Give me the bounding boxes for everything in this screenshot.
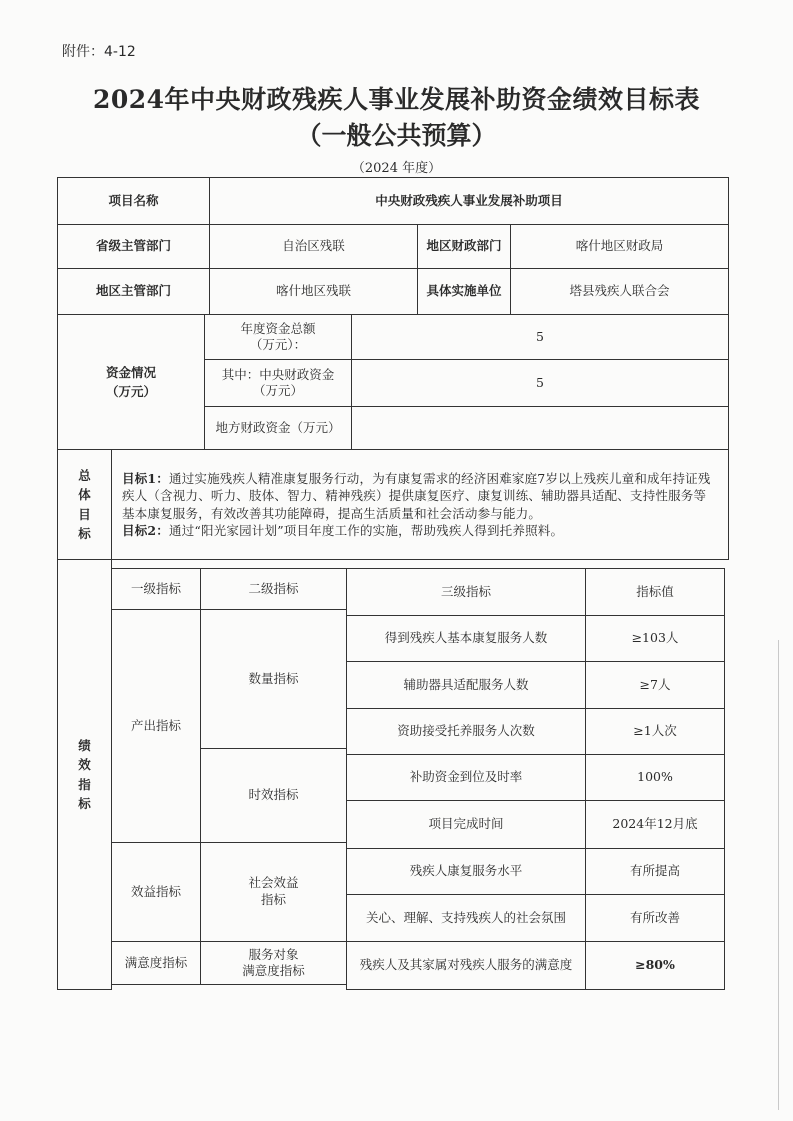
funds-central-label-line1: 其中：中央财政资金 — [221, 366, 335, 382]
funds-local-label: 地方财政资金（万元） — [204, 406, 352, 450]
indicator-value: 有所改善 — [585, 894, 725, 942]
project-name-label: 项目名称 — [57, 177, 210, 225]
fiscal-year: （2024 年度） — [351, 161, 442, 176]
funds-central-label-line2: （万元） — [252, 383, 303, 398]
goal-2 — [122, 522, 718, 539]
overall-goals-char: 目 — [78, 506, 91, 522]
funds-unit-text: （万元） — [105, 384, 156, 399]
satisfaction-sub-line1: 服务对象 — [248, 946, 299, 962]
funds-total-label-line2: （万元）： — [249, 337, 307, 352]
funds-local-value — [351, 406, 729, 450]
overall-goals-char: 体 — [78, 487, 91, 503]
goal-1-text: 通过实施残疾人精准康复服务行动，为有康复需求的经济困难家庭7岁以上残疾儿童和成年持证残疾人（含视力、听力、肢体、智力、精神残疾）提供康复医疗、康复训练、辅助器具适配、支持性服务等基本康复服务，有效改善其功能障碍，提高生活质量和社会活动参与能力。 — [122, 471, 711, 521]
level3-item: 项目完成时间 — [346, 800, 586, 849]
overall-goals-text — [111, 449, 729, 560]
indicator-value: 100% — [585, 754, 725, 801]
funds-total-value: 5 — [351, 314, 729, 360]
funds-total-label — [204, 314, 352, 360]
timeliness-indicator-label: 时效指标 — [200, 748, 347, 843]
goal-2-title: 目标2： — [122, 522, 169, 538]
satisfaction-sub-label — [200, 941, 347, 985]
quantity-indicator-label: 数量指标 — [200, 609, 347, 749]
provincial-dept-value: 自治区残联 — [209, 224, 418, 269]
overall-goals-char: 总 — [78, 467, 91, 483]
overall-goals-label — [57, 449, 112, 560]
funds-central-label — [204, 359, 352, 407]
overall-goals-char: 标 — [78, 525, 91, 541]
level3-item: 得到残疾人基本康复服务人数 — [346, 615, 586, 662]
header-level1: 一级指标 — [111, 568, 201, 610]
satisfaction-sub-line2: 满意度指标 — [242, 963, 305, 978]
satisfaction-indicator-label: 满意度指标 — [111, 941, 201, 985]
social-benefit-line2: 指标 — [260, 892, 286, 907]
level3-item: 补助资金到位及时率 — [346, 754, 586, 801]
prefecture-finance-value: 喀什地区财政局 — [510, 224, 729, 269]
performance-indicators-char: 标 — [78, 795, 91, 811]
performance-indicators-char: 效 — [78, 757, 91, 773]
project-name-value: 中央财政残疾人事业发展补助项目 — [209, 177, 729, 225]
goal-1 — [122, 470, 718, 522]
funds-total-label-line1: 年度资金总额 — [240, 320, 316, 336]
page-subtitle: （一般公共预算） — [296, 121, 497, 150]
funds-label — [57, 314, 205, 450]
prefecture-dept-value: 喀什地区残联 — [209, 268, 418, 315]
header-level2: 二级指标 — [200, 568, 347, 610]
scan-edge-line — [778, 640, 779, 1110]
output-indicator-label: 产出指标 — [111, 609, 201, 843]
goal-1-title: 目标1： — [122, 471, 169, 486]
performance-indicators-char: 指 — [78, 776, 91, 792]
performance-indicators-label — [57, 559, 112, 990]
level3-item: 残疾人及其家属对残疾人服务的满意度 — [346, 941, 586, 990]
indicator-value: ≥1人次 — [585, 708, 725, 755]
attachment-number: 附件：4-12 — [62, 44, 136, 60]
performance-indicators-char: 绩 — [78, 737, 91, 753]
header-value: 指标值 — [585, 568, 725, 616]
level3-item: 关心、理解、支持残疾人的社会氛围 — [346, 894, 586, 942]
header-level3: 三级指标 — [346, 568, 586, 616]
goal-2-text: 通过“阳光家园计划”项目年度工作的实施，帮助残疾人得到托养照料。 — [169, 522, 564, 538]
indicator-value: ≥7人 — [585, 661, 725, 709]
funds-central-value: 5 — [351, 359, 729, 407]
implementer-label: 具体实施单位 — [417, 268, 511, 315]
funds-label-text: 资金情况 — [105, 364, 156, 380]
indicator-value: ≥80% — [585, 941, 725, 990]
page-title: 2024年中央财政残疾人事业发展补助资金绩效目标表 — [92, 85, 701, 114]
prefecture-finance-label: 地区财政部门 — [417, 224, 511, 269]
social-benefit-label — [200, 842, 347, 942]
indicator-value: ≥103人 — [585, 615, 725, 662]
level3-item: 残疾人康复服务水平 — [346, 848, 586, 895]
indicator-value: 有所提高 — [585, 848, 725, 895]
implementer-value: 塔县残疾人联合会 — [510, 268, 729, 315]
prefecture-dept-label: 地区主管部门 — [57, 268, 210, 315]
social-benefit-line1: 社会效益 — [248, 875, 299, 891]
level3-item: 资助接受托养服务人次数 — [346, 708, 586, 755]
indicator-value: 2024年12月底 — [585, 800, 725, 849]
benefit-indicator-label: 效益指标 — [111, 842, 201, 942]
level3-item: 辅助器具适配服务人数 — [346, 661, 586, 709]
provincial-dept-label: 省级主管部门 — [57, 224, 210, 269]
